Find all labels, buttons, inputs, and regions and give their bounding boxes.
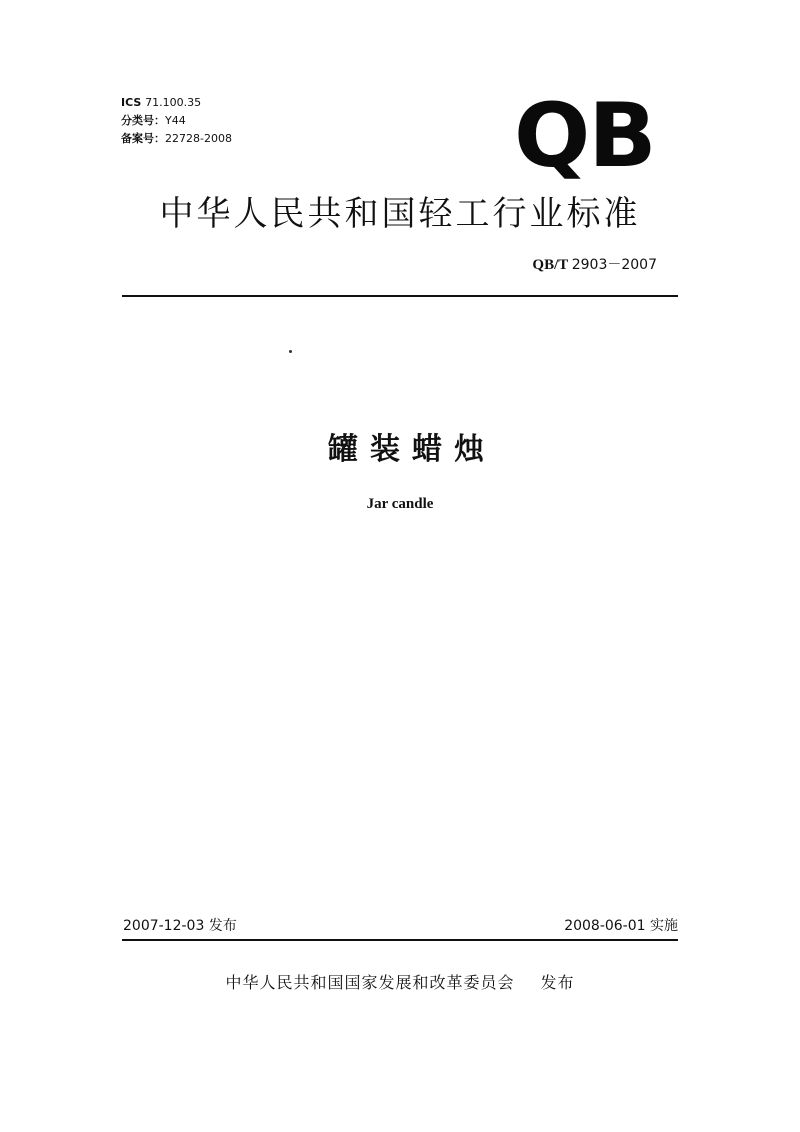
effective-date: 2008-06-01 实施 xyxy=(564,918,678,934)
scan-speck xyxy=(289,350,292,353)
standard-code-number: 2903－2007 xyxy=(571,257,657,273)
issue-date: 2007-12-03 发布 xyxy=(123,918,237,934)
footer-divider xyxy=(122,939,678,941)
ics-code xyxy=(121,96,201,110)
publisher-action: 发布 xyxy=(540,973,575,992)
ics-value: 71.100.35 xyxy=(145,96,202,109)
record-number xyxy=(121,132,232,146)
standard-code xyxy=(532,256,657,274)
header-divider xyxy=(122,295,678,297)
standard-name: 中华人民共和国轻工行业标准 xyxy=(159,194,641,234)
qb-logo: QB xyxy=(514,84,655,187)
publisher-line xyxy=(0,972,800,994)
classification-number xyxy=(121,114,186,128)
classification-value: Y44 xyxy=(165,114,186,127)
document-title-english: Jar candle xyxy=(366,496,434,512)
document-title-chinese: 罐装蜡烛 xyxy=(328,432,496,467)
record-label: 备案号： xyxy=(121,132,165,145)
classification-label: 分类号： xyxy=(121,114,165,127)
ics-label: ICS xyxy=(121,96,142,109)
record-value: 22728-2008 xyxy=(165,132,232,145)
standard-code-prefix: QB/T xyxy=(532,257,568,273)
publisher-name: 中华人民共和国国家发展和改革委员会 xyxy=(225,973,515,992)
